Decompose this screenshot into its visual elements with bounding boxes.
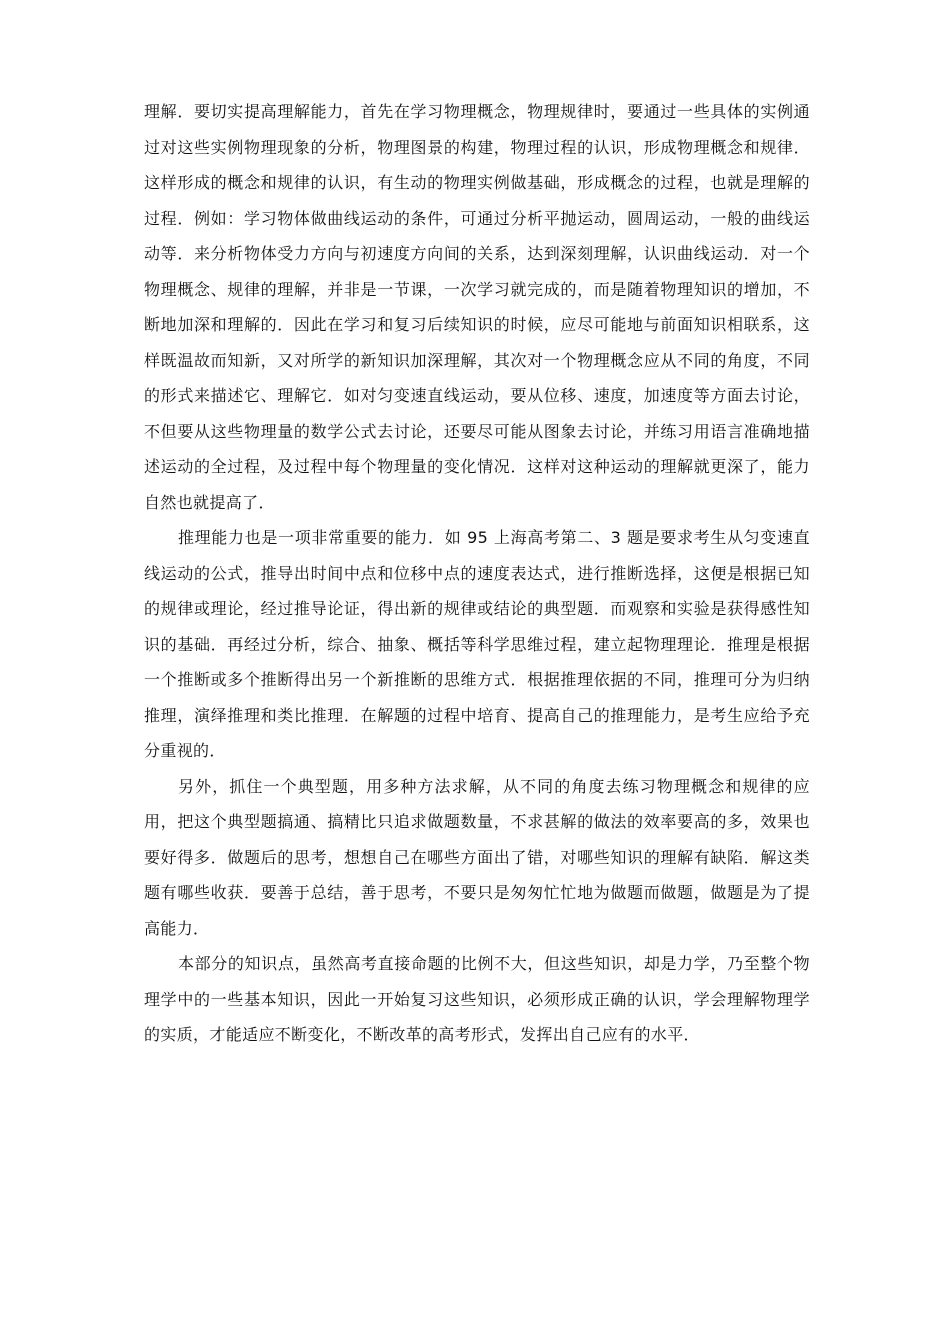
paragraph-summary: 本部分的知识点，虽然高考直接命题的比例不大，但这些知识，却是力学，乃至整个物理学中的一些基本知识，因此一开始复习这些知识，必须形成正确的认识，学会理解物理学的实质，才能适应不断变化，不断改革的高考形式，发挥出自己应有的水平．: [144, 954, 810, 1044]
paragraph-understanding: 理解．要切实提高理解能力，首先在学习物理概念，物理规律时，要通过一些具体的实例通过对这些实例物理现象的分析，物理图景的构建，物理过程的认识，形成物理概念和规律．这样形成的概念和规律的认识，有生动的物理实例做基础，形成概念的过程，也就是理解的过程．例如：学习物体做曲线运动的条件，可通过分析平抛运动，圆周运动，一般的曲线运动等．来分析物体受力方向与初速度方向间的关系，达到深刻理解，认识曲线运动．对一个物理概念、规律的理解，并非是一节课，一次学习就完成的，而是随着物理知识的增加，不断地加深和理解的．因此在学习和复习后续知识的时候，应尽可能地与前面知识相联系，这样既温故而知新，又对所学的新知识加深理解，其次对一个物理概念应从不同的角度，不同的形式来描述它、理解它．如对匀变速直线运动，要从位移、速度，加速度等方面去讨论，不但要从这些物理量的数学公式去讨论，还要尽可能从图象去讨论，并练习用语言准确地描述运动的全过程，及过程中每个物理量的变化情况．这样对这种运动的理解就更深了，能力自然也就提高了．: [144, 102, 810, 512]
paragraph-reasoning: 推理能力也是一项非常重要的能力．如 95 上海高考第二、3 题是要求考生从匀变速直线运动的公式，推导出时间中点和位移中点的速度表达式，进行推断选择，这便是根据已知的规律或理论，经过推导论证，得出新的规律或结论的典型题．而观察和实验是获得感性知识的基础．再经过分析，综合、抽象、概括等科学思维过程，建立起物理理论．推理是根据一个推断或多个推断得出另一个新推断的思维方式．根据推理依据的不同，推理可分为归纳推理，演绎推理和类比推理．在解题的过程中培育、提高自己的推理能力，是考生应给予充分重视的．: [144, 528, 810, 760]
document-page: [144, 94, 810, 1053]
paragraph-typical-problems: 另外，抓住一个典型题，用多种方法求解，从不同的角度去练习物理概念和规律的应用，把这个典型题搞通、搞精比只追求做题数量，不求甚解的做法的效率要高的多，效果也要好得多．做题后的思考，想想自己在哪些方面出了错，对哪些知识的理解有缺陷．解这类题有哪些收获．要善于总结，善于思考，不要只是匆匆忙忙地为做题而做题，做题是为了提高能力．: [144, 776, 810, 938]
